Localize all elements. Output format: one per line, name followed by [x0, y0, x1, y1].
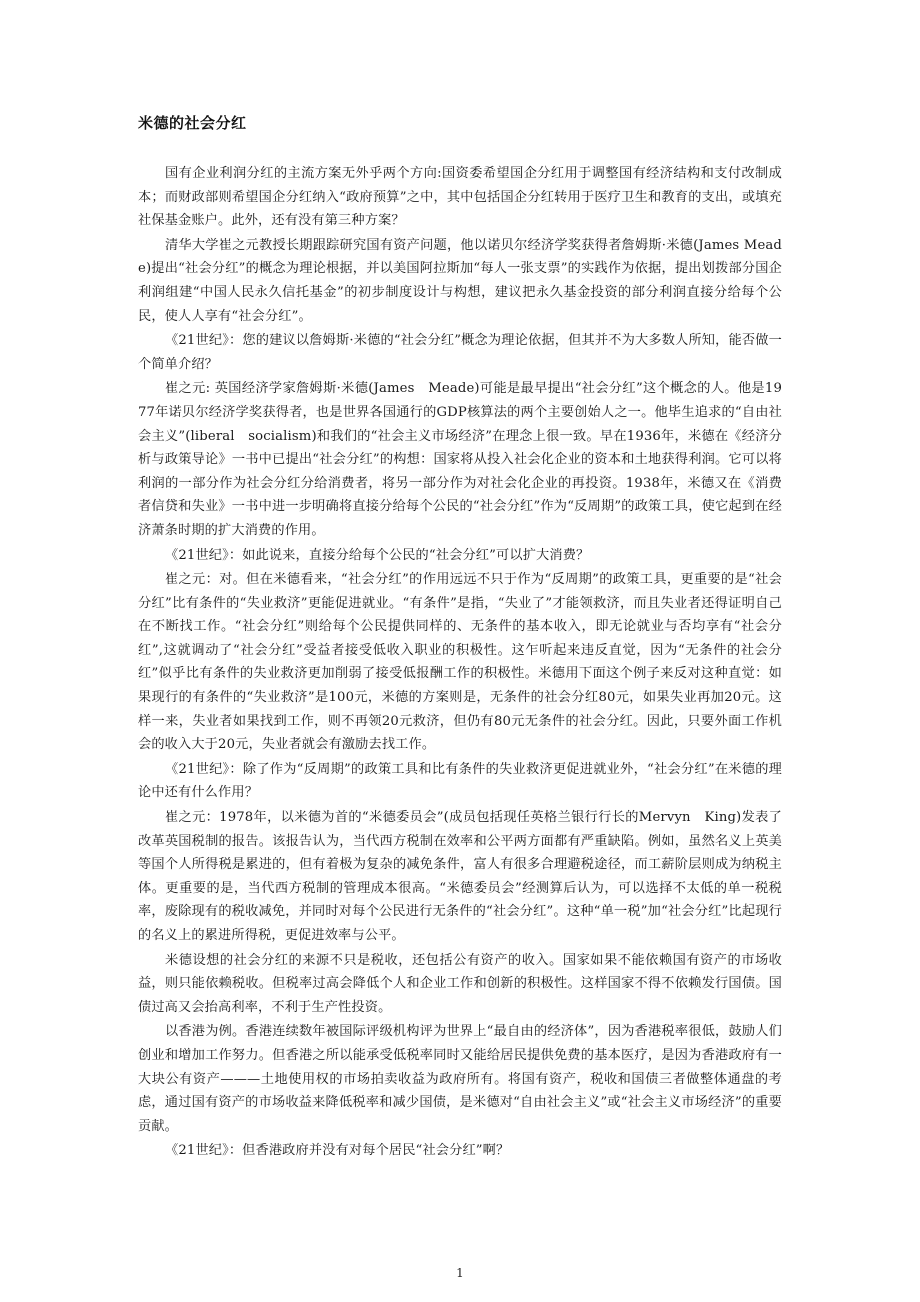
paragraph: 崔之元：1978年，以米德为首的“米德委员会”(成员包括现任英格兰银行行长的Mervyn King)发表了改革英国税制的报告。该报告认为，当代西方税制在效率和公平两方面都有严重缺陷。例如，虽然名义上英美等国个人所得税是累进的，但有着极为复杂的减免条件，富人有很多合理避税途径，而工薪阶层则成为纳税主体。更重要的是，当代西方税制的管理成本很高。“米德委员会”经测算后认为，可以选择不太低的单一税税率，废除现有的税收减免，并同时对每个公民进行无条件的“社会分红”。这种“单一税”加“社会分红”比起现行的名义上的累进所得税，更促进效率与公平。: [138, 810, 782, 943]
paragraph: 《21世纪》：但香港政府并没有对每个居民“社会分红”啊？: [165, 1143, 510, 1159]
paragraph: 以香港为例。香港连续数年被国际评级机构评为世界上“最自由的经济体”，因为香港税率很低，鼓励人们创业和增加工作努力。但香港之所以能承受低税率同时又能给居民提供免费的基本医疗，是因为香港政府有一大块公有资产———土地使用权的市场拍卖收益为政府所有。将国有资产，税收和国债三者做整体通盘的考虑，通过国有资产的市场收益来降低税率和减少国债，是米德对“自由社会主义”或“社会主义市场经济”的重要贡献。: [138, 1024, 782, 1134]
document-title: 米德的社会分红: [138, 114, 247, 132]
document-body: [138, 162, 782, 1164]
paragraph: 《21世纪》：您的建议以詹姆斯·米德的“社会分红”概念为理论依据，但其并不为大多数人所知，能否做一个简单介绍？: [138, 333, 782, 372]
paragraph: 《21世纪》：除了作为“反周期”的政策工具和比有条件的失业救济更促进就业外，“社会分红”在米德的理论中还有什么作用？: [138, 761, 782, 801]
paragraph: 崔之元: 英国经济学家詹姆斯·米德(James Meade)可能是最早提出“社会分红”这个概念的人。他是1977年诺贝尔经济学奖获得者，也是世界各国通行的GDP核算法的两个主要创始人之一。他毕生追求的“自由社会主义”(liberal socialism)和我们的“社会主义市场经济”在理念上很一致。早在1936年，米德在《经济分析与政策导论》一书中已提出“社会分红”的构想：国家将从投入社会化企业的资本和土地获得利润。它可以将利润的一部分作为社会分红分给消费者，将另一部分作为对社会化企业的再投资。1938年，米德又在《消费者信贷和失业》一书中进一步明确将直接分给每个公民的“社会分红”作为“反周期”的政策工具，使它起到在经济萧条时期的扩大消费的作用。: [138, 381, 782, 538]
paragraph: 国有企业利润分红的主流方案无外乎两个方向:国资委希望国企分红用于调整国有经济结构和支付改制成本；而财政部则希望国企分红纳入“政府预算”之中，其中包括国企分红转用于医疗卫生和教育的支出，或填充社保基金账户。此外，还有没有第三种方案？: [138, 166, 782, 229]
paragraph: 米德设想的社会分红的来源不只是税收，还包括公有资产的收入。国家如果不能依赖国有资产的市场收益，则只能依赖税收。但税率过高会降低个人和企业工作和创新的积极性。这样国家不得不依赖发行国债。国债过高又会抬高利率，不利于生产性投资。: [138, 952, 782, 1015]
paragraph: 崔之元：对。但在米德看来，“社会分红”的作用远远不只于作为“反周期”的政策工具，更重要的是“社会分红”比有条件的“失业救济”更能促进就业。“有条件”是指，“失业了”才能领救济，而且失业者还得证明自己在不断找工作。“社会分红”则给每个公民提供同样的、无条件的基本收入，即无论就业与否均享有“社会分红”,这就调动了“社会分红”受益者接受低收入职业的积极性。这乍听起来违反直觉，因为“无条件的社会分红”似乎比有条件的失业救济更加削弱了接受低报酬工作的积极性。米德用下面这个例子来反对这种直觉：如果现行的有条件的“失业救济”是100元，米德的方案则是，无条件的社会分红80元，如果失业再加20元。这样一来，失业者如果找到工作，则不再领20元救济，但仍有80元无条件的社会分红。因此，只要外面工作机会的收入大于20元，失业者就会有激励去找工作。: [138, 572, 782, 753]
page-number: 1: [456, 1266, 464, 1280]
document-page: [138, 0, 782, 1302]
paragraph: 清华大学崔之元教授长期跟踪研究国有资产问题，他以诺贝尔经济学奖获得者詹姆斯·米德(James Meade)提出“社会分红”的概念为理论根据，并以美国阿拉斯加“每人一张支票”的实践作为依据，提出划拨部分国企利润组建“中国人民永久信托基金”的初步制度设计与构想，建议把永久基金投资的部分利润直接分给每个公民，使人人享有“社会分红”。: [138, 237, 782, 324]
paragraph: 《21世纪》：如此说来，直接分给每个公民的“社会分红”可以扩大消费？: [165, 547, 590, 563]
